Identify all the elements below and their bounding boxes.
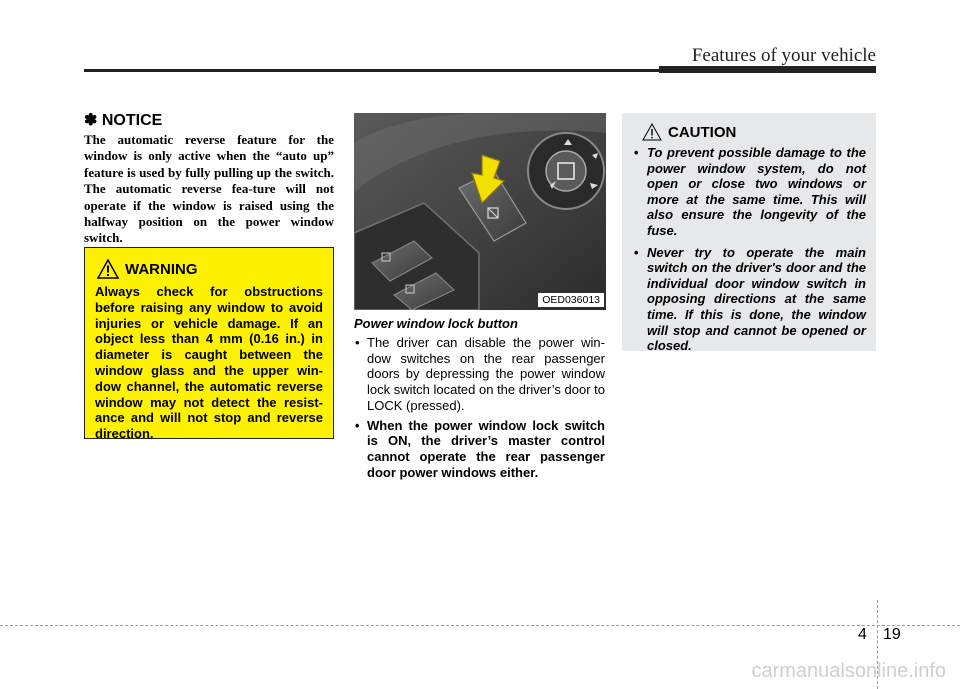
figure-caption: Power window lock button [354,316,518,331]
list-item: • When the power window lock switch is ON, the driver’s master control cannot operate the rear passenger door power windows either. [355,417,605,480]
caution-triangle-icon [642,123,662,141]
footer-rule [0,625,960,626]
list-item-text: When the power window lock switch is ON, the driver’s master control cannot operate the rear passenger door power windows either. [367,417,605,480]
figure-code: OED036013 [538,293,604,307]
list-item: • The driver can disable the power win-dow switches on the rear passenger doors by depressing the power window lock switch located on the driver’s door to LOCK (pressed). [355,335,605,413]
notice-heading [84,110,162,130]
watermark: carmanualsonline.info [751,660,946,682]
warning-triangle-icon [97,259,119,279]
caution-box [622,113,876,354]
list-item-text: To prevent possible damage to the power window system, do not open or close two windows or more at the same time. This will also ensure the longevity of the fuse. [647,145,866,238]
header-rule-accent [659,66,876,73]
warning-title: WARNING [125,260,198,278]
chapter-number: 4 [858,626,867,643]
notice-symbol-icon: ✽ [84,112,98,129]
list-item: • Never try to operate the main switch on the driver's door and the individual door window switch in opposing directions at the same time. If this is done, the window will stop and cannot be opened or closed. [634,244,866,354]
list-item: • To prevent possible damage to the power window system, do not open or close two windows or more at the same time. This will also ensure the longevity of the fuse. [634,145,866,238]
list-item-text: The driver can disable the power win-dow switches on the rear passenger doors by depressing the power window lock switch located on the driver’s door to LOCK (pressed). [367,335,605,413]
power-window-switch-photo [354,113,606,310]
notice-body: The automatic reverse feature for the window is only active when the “auto up” feature is used by fully pulling up the switch. The automatic reverse fea-ture will not operate if the window is raised using the halfway position on the power window switch. [84,132,334,246]
warning-header [97,256,323,282]
list-item-text: Never try to operate the main switch on the driver's door and the individual door window switch in opposing directions at the same time. If this is done, the window will stop and cannot be opened or closed. [647,244,866,354]
header-rule [84,69,659,72]
caution-title: CAUTION [668,123,737,141]
caution-items [632,145,866,354]
page-number: 19 [883,626,901,643]
warning-body: Always check for obstructions before raising any window to avoid injuries or vehicle damage. If an object less than 4 mm (0.16 in.) in diameter is caught between the window glass and the upper win-dow channel, the automatic reverse window may not detect the resist-ance and will not stop and reverse direction. [95,284,323,442]
notice-title: NOTICE [101,112,163,129]
lock-button-description [354,335,605,484]
caution-header [642,121,866,143]
page-header-title: Features of your vehicle [691,45,876,66]
warning-box [84,247,334,442]
